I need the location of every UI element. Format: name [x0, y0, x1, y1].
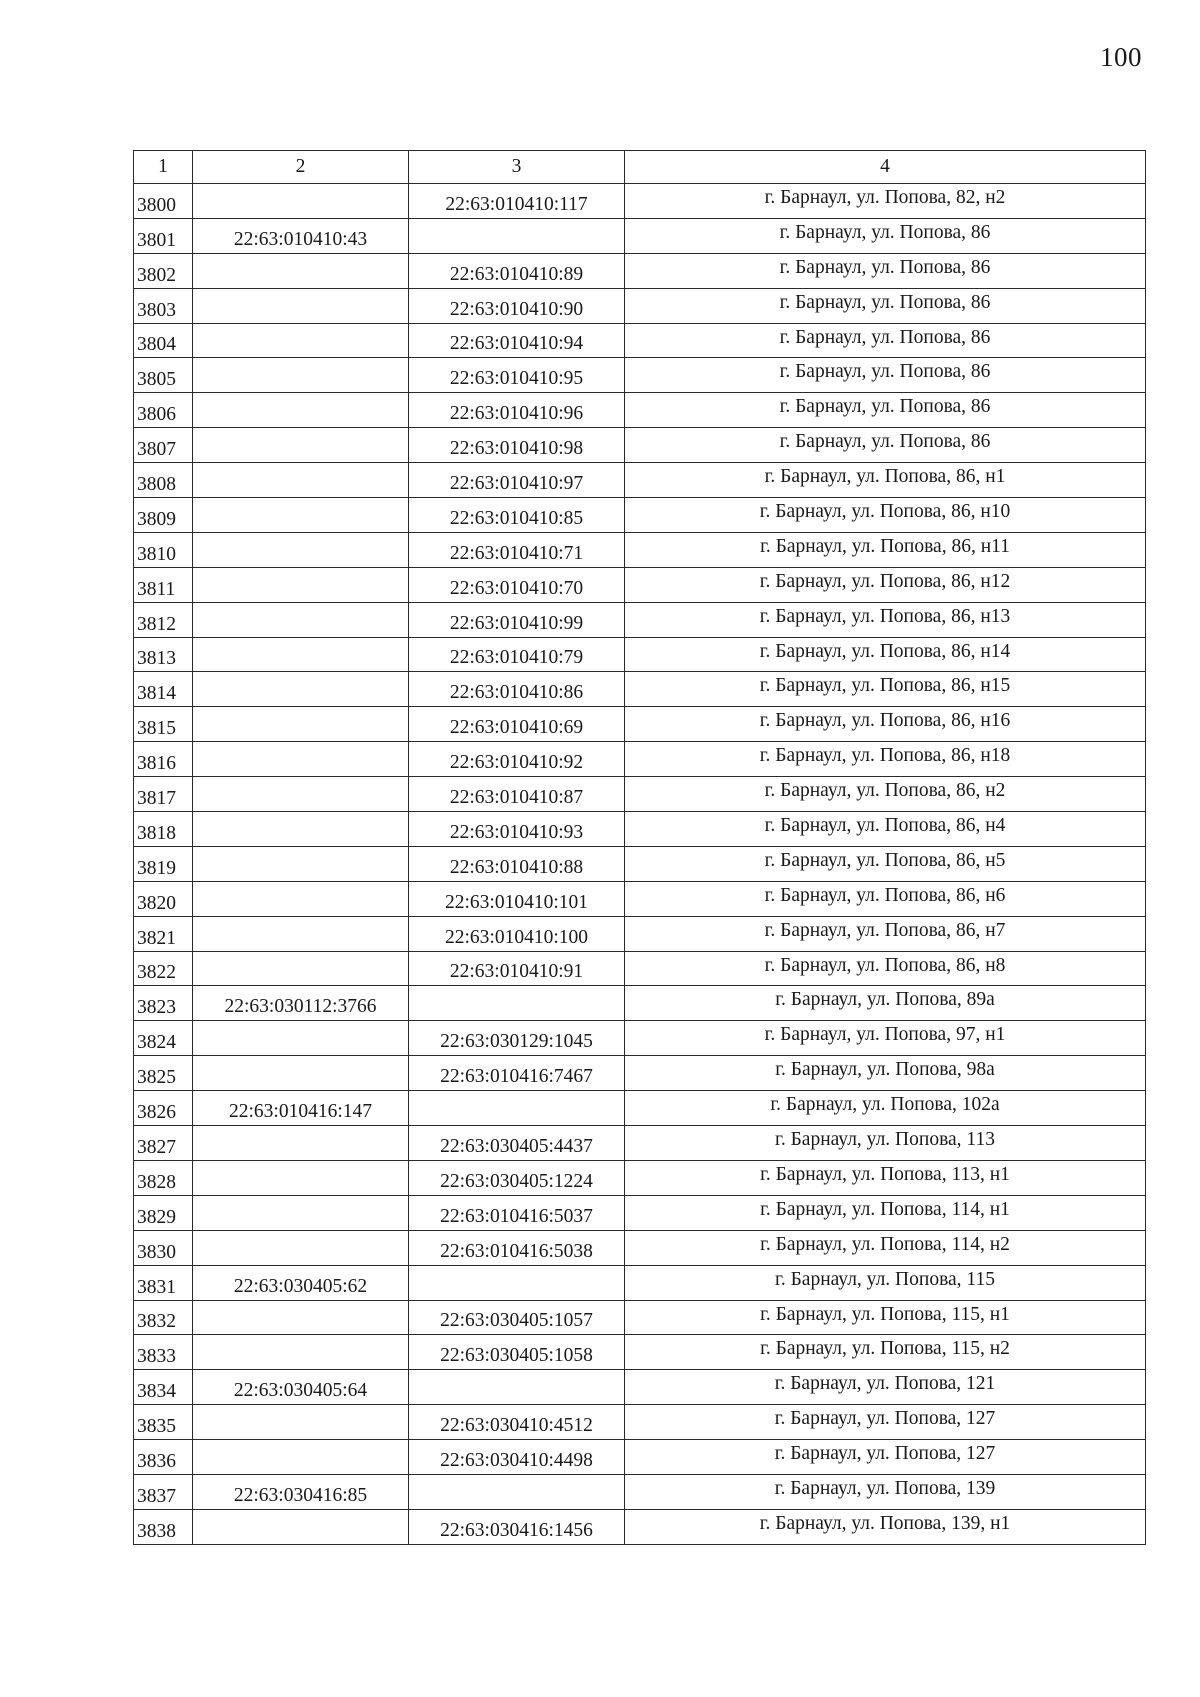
land-plot-number-cell: [193, 393, 409, 428]
table-row: [134, 951, 1146, 986]
row-number-cell: 3815: [134, 707, 193, 742]
row-number-cell: 3817: [134, 777, 193, 812]
table-row: [134, 1195, 1146, 1230]
land-plot-number-cell: [193, 777, 409, 812]
address-cell: г. Барнаул, ул. Попова, 86: [625, 428, 1146, 463]
building-number-cell: 22:63:010410:71: [409, 532, 625, 567]
address-cell: г. Барнаул, ул. Попова, 115, н1: [625, 1300, 1146, 1335]
table-row: [134, 1300, 1146, 1335]
row-number-cell: 3811: [134, 567, 193, 602]
table-row: [134, 916, 1146, 951]
land-plot-number-cell: [193, 428, 409, 463]
land-plot-number-cell: [193, 1056, 409, 1091]
building-number-cell: 22:63:010410:99: [409, 602, 625, 637]
building-number-cell: 22:63:030416:1456: [409, 1509, 625, 1544]
row-number-cell: 3812: [134, 602, 193, 637]
building-number-cell: [409, 986, 625, 1021]
address-cell: г. Барнаул, ул. Попова, 86, н5: [625, 846, 1146, 881]
building-number-cell: 22:63:030410:4498: [409, 1440, 625, 1475]
address-cell: г. Барнаул, ул. Попова, 139: [625, 1474, 1146, 1509]
row-number-cell: 3823: [134, 986, 193, 1021]
land-plot-number-cell: [193, 253, 409, 288]
land-plot-number-cell: [193, 1509, 409, 1544]
land-plot-number-cell: [193, 1195, 409, 1230]
address-cell: г. Барнаул, ул. Попова, 86: [625, 358, 1146, 393]
building-number-cell: [409, 1474, 625, 1509]
building-number-cell: [409, 1091, 625, 1126]
table-row: [134, 393, 1146, 428]
land-plot-number-cell: [193, 916, 409, 951]
row-number-cell: 3830: [134, 1230, 193, 1265]
table-row: [134, 1335, 1146, 1370]
row-number-cell: 3837: [134, 1474, 193, 1509]
row-number-cell: 3800: [134, 184, 193, 219]
address-cell: г. Барнаул, ул. Попова, 86: [625, 393, 1146, 428]
row-number-cell: 3826: [134, 1091, 193, 1126]
table-body: [134, 184, 1146, 1545]
land-plot-number-cell: [193, 707, 409, 742]
table-row: [134, 1230, 1146, 1265]
table-row: [134, 184, 1146, 219]
building-number-cell: 22:63:030405:1058: [409, 1335, 625, 1370]
table-row: [134, 463, 1146, 498]
table-row: [134, 218, 1146, 253]
table-row: [134, 323, 1146, 358]
address-cell: г. Барнаул, ул. Попова, 86: [625, 323, 1146, 358]
land-plot-number-cell: [193, 951, 409, 986]
building-number-cell: [409, 1265, 625, 1300]
address-cell: г. Барнаул, ул. Попова, 86, н11: [625, 532, 1146, 567]
building-number-cell: 22:63:010416:7467: [409, 1056, 625, 1091]
row-number-cell: 3820: [134, 881, 193, 916]
table-row: [134, 672, 1146, 707]
land-plot-number-cell: [193, 881, 409, 916]
land-plot-number-cell: [193, 1230, 409, 1265]
address-cell: г. Барнаул, ул. Попова, 115, н2: [625, 1335, 1146, 1370]
land-plot-number-cell: [193, 567, 409, 602]
land-plot-number-cell: [193, 498, 409, 533]
row-number-cell: 3805: [134, 358, 193, 393]
table-row: [134, 1056, 1146, 1091]
address-cell: г. Барнаул, ул. Попова, 139, н1: [625, 1509, 1146, 1544]
table-row: [134, 498, 1146, 533]
table-row: [134, 428, 1146, 463]
land-plot-number-cell: [193, 1335, 409, 1370]
land-plot-number-cell: [193, 1160, 409, 1195]
land-plot-number-cell: 22:63:010410:43: [193, 218, 409, 253]
land-plot-number-cell: [193, 812, 409, 847]
row-number-cell: 3834: [134, 1370, 193, 1405]
address-cell: г. Барнаул, ул. Попова, 86, н10: [625, 498, 1146, 533]
row-number-cell: 3836: [134, 1440, 193, 1475]
building-number-cell: 22:63:010410:79: [409, 637, 625, 672]
row-number-cell: 3801: [134, 218, 193, 253]
address-cell: г. Барнаул, ул. Попова, 86, н12: [625, 567, 1146, 602]
land-plot-number-cell: [193, 323, 409, 358]
header-col-3: 3: [409, 151, 625, 184]
address-cell: г. Барнаул, ул. Попова, 86, н6: [625, 881, 1146, 916]
row-number-cell: 3828: [134, 1160, 193, 1195]
address-cell: г. Барнаул, ул. Попова, 86, н4: [625, 812, 1146, 847]
address-cell: г. Барнаул, ул. Попова, 86, н16: [625, 707, 1146, 742]
row-number-cell: 3824: [134, 1021, 193, 1056]
row-number-cell: 3818: [134, 812, 193, 847]
address-cell: г. Барнаул, ул. Попова, 82, н2: [625, 184, 1146, 219]
building-number-cell: [409, 1370, 625, 1405]
land-plot-number-cell: [193, 184, 409, 219]
building-number-cell: 22:63:010416:5037: [409, 1195, 625, 1230]
building-number-cell: [409, 218, 625, 253]
building-number-cell: 22:63:010410:92: [409, 742, 625, 777]
land-plot-number-cell: [193, 1021, 409, 1056]
land-plot-number-cell: [193, 637, 409, 672]
row-number-cell: 3816: [134, 742, 193, 777]
land-plot-number-cell: 22:63:010416:147: [193, 1091, 409, 1126]
address-cell: г. Барнаул, ул. Попова, 89а: [625, 986, 1146, 1021]
address-cell: г. Барнаул, ул. Попова, 86, н14: [625, 637, 1146, 672]
row-number-cell: 3833: [134, 1335, 193, 1370]
table-row: [134, 1405, 1146, 1440]
address-cell: г. Барнаул, ул. Попова, 97, н1: [625, 1021, 1146, 1056]
header-col-1: 1: [134, 151, 193, 184]
table-row: [134, 846, 1146, 881]
address-cell: г. Барнаул, ул. Попова, 86: [625, 218, 1146, 253]
building-number-cell: 22:63:010410:93: [409, 812, 625, 847]
building-number-cell: 22:63:010410:91: [409, 951, 625, 986]
row-number-cell: 3821: [134, 916, 193, 951]
land-plot-number-cell: [193, 532, 409, 567]
table-row: [134, 707, 1146, 742]
building-number-cell: 22:63:030129:1045: [409, 1021, 625, 1056]
land-plot-number-cell: 22:63:030112:3766: [193, 986, 409, 1021]
row-number-cell: 3810: [134, 532, 193, 567]
row-number-cell: 3829: [134, 1195, 193, 1230]
row-number-cell: 3835: [134, 1405, 193, 1440]
table-row: [134, 986, 1146, 1021]
land-plot-number-cell: 22:63:030416:85: [193, 1474, 409, 1509]
header-row: [134, 151, 1146, 184]
row-number-cell: 3827: [134, 1126, 193, 1161]
address-cell: г. Барнаул, ул. Попова, 115: [625, 1265, 1146, 1300]
address-cell: г. Барнаул, ул. Попова, 113, н1: [625, 1160, 1146, 1195]
table-row: [134, 1440, 1146, 1475]
building-number-cell: 22:63:010410:86: [409, 672, 625, 707]
building-number-cell: 22:63:010410:69: [409, 707, 625, 742]
table-row: [134, 812, 1146, 847]
registry-table: [133, 150, 1146, 1545]
land-plot-number-cell: [193, 1440, 409, 1475]
row-number-cell: 3814: [134, 672, 193, 707]
land-plot-number-cell: [193, 602, 409, 637]
land-plot-number-cell: [193, 288, 409, 323]
building-number-cell: 22:63:030405:4437: [409, 1126, 625, 1161]
row-number-cell: 3838: [134, 1509, 193, 1544]
table-row: [134, 1474, 1146, 1509]
building-number-cell: 22:63:010416:5038: [409, 1230, 625, 1265]
address-cell: г. Барнаул, ул. Попова, 121: [625, 1370, 1146, 1405]
page-number: 100: [1100, 42, 1142, 72]
land-plot-number-cell: [193, 672, 409, 707]
row-number-cell: 3808: [134, 463, 193, 498]
table-header: [134, 151, 1146, 184]
table-row: [134, 1160, 1146, 1195]
address-cell: г. Барнаул, ул. Попова, 114, н2: [625, 1230, 1146, 1265]
row-number-cell: 3832: [134, 1300, 193, 1335]
land-plot-number-cell: [193, 1405, 409, 1440]
building-number-cell: 22:63:010410:90: [409, 288, 625, 323]
row-number-cell: 3802: [134, 253, 193, 288]
table-row: [134, 358, 1146, 393]
building-number-cell: 22:63:030410:4512: [409, 1405, 625, 1440]
row-number-cell: 3831: [134, 1265, 193, 1300]
row-number-cell: 3825: [134, 1056, 193, 1091]
building-number-cell: 22:63:010410:85: [409, 498, 625, 533]
table-row: [134, 1126, 1146, 1161]
address-cell: г. Барнаул, ул. Попова, 127: [625, 1405, 1146, 1440]
building-number-cell: 22:63:010410:98: [409, 428, 625, 463]
row-number-cell: 3819: [134, 846, 193, 881]
land-plot-number-cell: [193, 463, 409, 498]
land-plot-number-cell: [193, 846, 409, 881]
address-cell: г. Барнаул, ул. Попова, 86: [625, 288, 1146, 323]
address-cell: г. Барнаул, ул. Попова, 86, н1: [625, 463, 1146, 498]
land-plot-number-cell: [193, 358, 409, 393]
row-number-cell: 3806: [134, 393, 193, 428]
building-number-cell: 22:63:030405:1224: [409, 1160, 625, 1195]
row-number-cell: 3813: [134, 637, 193, 672]
row-number-cell: 3822: [134, 951, 193, 986]
building-number-cell: 22:63:010410:101: [409, 881, 625, 916]
row-number-cell: 3809: [134, 498, 193, 533]
building-number-cell: 22:63:010410:70: [409, 567, 625, 602]
table-row: [134, 881, 1146, 916]
land-plot-number-cell: [193, 742, 409, 777]
address-cell: г. Барнаул, ул. Попова, 86, н8: [625, 951, 1146, 986]
address-cell: г. Барнаул, ул. Попова, 102а: [625, 1091, 1146, 1126]
address-cell: г. Барнаул, ул. Попова, 86, н2: [625, 777, 1146, 812]
table-row: [134, 1370, 1146, 1405]
table-row: [134, 742, 1146, 777]
table-row: [134, 777, 1146, 812]
row-number-cell: 3803: [134, 288, 193, 323]
building-number-cell: 22:63:010410:95: [409, 358, 625, 393]
address-cell: г. Барнаул, ул. Попова, 86, н13: [625, 602, 1146, 637]
building-number-cell: 22:63:010410:117: [409, 184, 625, 219]
address-cell: г. Барнаул, ул. Попова, 113: [625, 1126, 1146, 1161]
row-number-cell: 3804: [134, 323, 193, 358]
table-row: [134, 1265, 1146, 1300]
building-number-cell: 22:63:010410:97: [409, 463, 625, 498]
address-cell: г. Барнаул, ул. Попова, 114, н1: [625, 1195, 1146, 1230]
building-number-cell: 22:63:010410:88: [409, 846, 625, 881]
row-number-cell: 3807: [134, 428, 193, 463]
address-cell: г. Барнаул, ул. Попова, 127: [625, 1440, 1146, 1475]
building-number-cell: 22:63:010410:94: [409, 323, 625, 358]
table-row: [134, 602, 1146, 637]
land-plot-number-cell: [193, 1300, 409, 1335]
address-cell: г. Барнаул, ул. Попова, 86, н7: [625, 916, 1146, 951]
address-cell: г. Барнаул, ул. Попова, 98а: [625, 1056, 1146, 1091]
address-cell: г. Барнаул, ул. Попова, 86: [625, 253, 1146, 288]
header-col-2: 2: [193, 151, 409, 184]
table-row: [134, 288, 1146, 323]
land-plot-number-cell: [193, 1126, 409, 1161]
table-row: [134, 1021, 1146, 1056]
address-cell: г. Барнаул, ул. Попова, 86, н18: [625, 742, 1146, 777]
table-row: [134, 1091, 1146, 1126]
building-number-cell: 22:63:030405:1057: [409, 1300, 625, 1335]
table-row: [134, 567, 1146, 602]
building-number-cell: 22:63:010410:87: [409, 777, 625, 812]
land-plot-number-cell: 22:63:030405:62: [193, 1265, 409, 1300]
table-row: [134, 1509, 1146, 1544]
table-row: [134, 532, 1146, 567]
building-number-cell: 22:63:010410:96: [409, 393, 625, 428]
table-row: [134, 253, 1146, 288]
address-cell: г. Барнаул, ул. Попова, 86, н15: [625, 672, 1146, 707]
land-plot-number-cell: 22:63:030405:64: [193, 1370, 409, 1405]
header-col-4: 4: [625, 151, 1146, 184]
building-number-cell: 22:63:010410:100: [409, 916, 625, 951]
building-number-cell: 22:63:010410:89: [409, 253, 625, 288]
table-row: [134, 637, 1146, 672]
